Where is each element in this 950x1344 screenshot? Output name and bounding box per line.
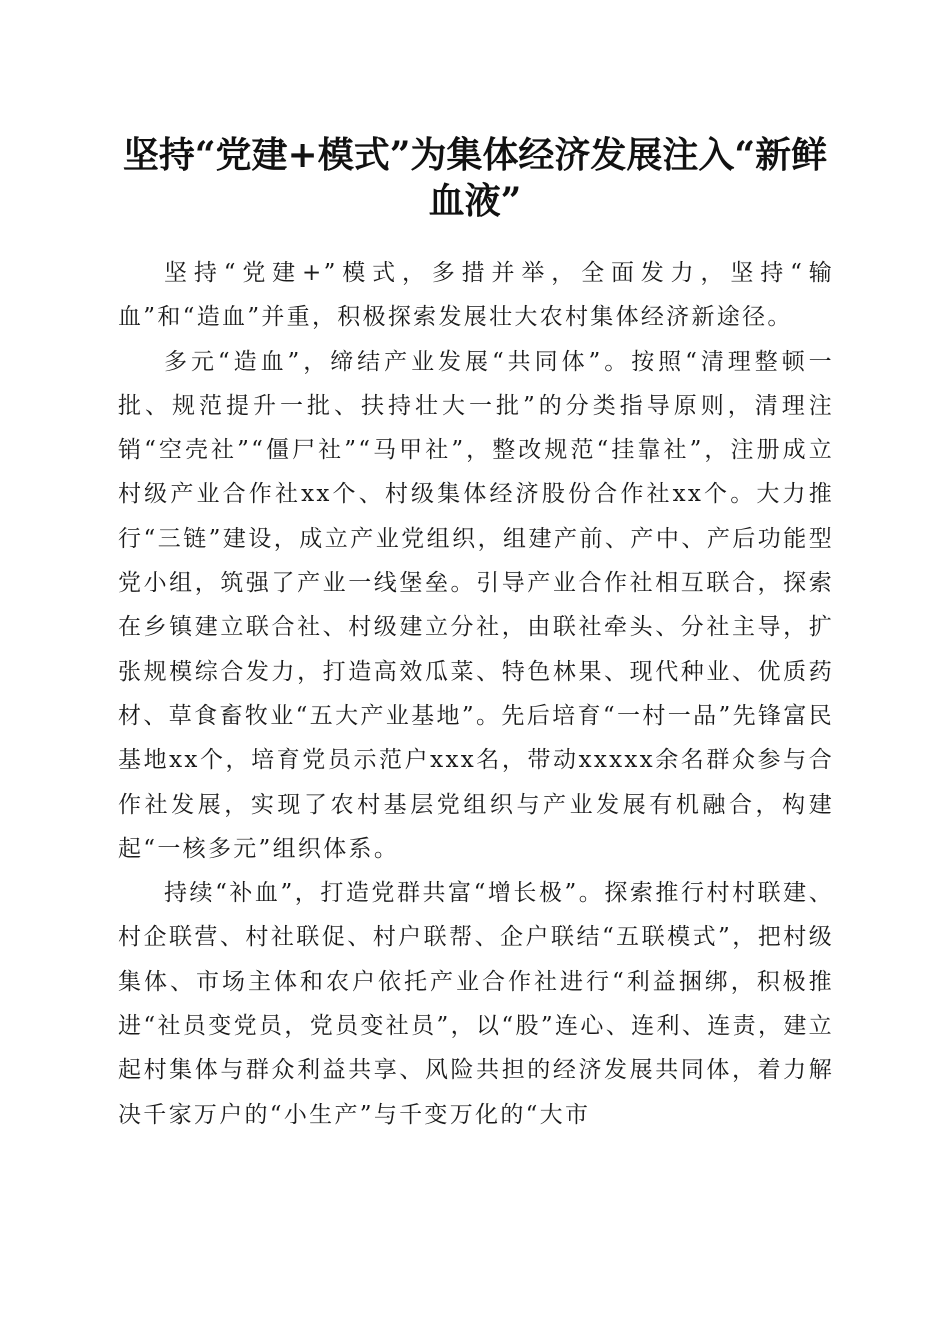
paragraph-intro: 坚持“党建+”模式，多措并举，全面发力，坚持“输血”和“造血”并重，积极探索发展壮大农村集体经济新途径。 — [118, 260, 834, 331]
document-body — [118, 251, 834, 1137]
paragraph-blood-replenishing: 持续“补血”，打造党群共富“增长极”。探索推行村村联建、村企联营、村社联促、村户联帮、企户联结“五联模式”，把村级集体、市场主体和农户依托产业合作社进行“利益捆绑，积极推进“社员变党员，党员变社员”，以“股”连心、连利、连责，建立起村集体与群众利益共享、风险共担的经济发展共同体，着力解决千家万户的“小生产”与千变万化的“大市 — [118, 880, 834, 1128]
document-title: 坚持“党建+模式”为集体经济发展注入“新鲜血液” — [122, 134, 828, 222]
paragraph-blood-making: 多元“造血”，缔结产业发展“共同体”。按照“清理整顿一批、规范提升一批、扶持壮大一批”的分类指导原则，清理注销“空壳社”“僵尸社”“马甲社”，整改规范“挂靠社”，注册成立村级产业合作社xx个、村级集体经济股份合作社xx个。大力推行“三链”建设，成立产业党组织，组建产前、产中、产后功能型党小组，筑强了产业一线堡垒。引导产业合作社相互联合，探索在乡镇建立联合社、村级建立分社，由联社牵头、分社主导，扩张规模综合发力，打造高效瓜菜、特色林果、现代种业、优质药材、草食畜牧业“五大产业基地”。先后培育“一村一品”先锋富民基地xx个，培育党员示范户xxx名，带动xxxxx余名群众参与合作社发展，实现了农村基层党组织与产业发展有机融合，构建起“一核多元”组织体系。 — [118, 348, 834, 862]
